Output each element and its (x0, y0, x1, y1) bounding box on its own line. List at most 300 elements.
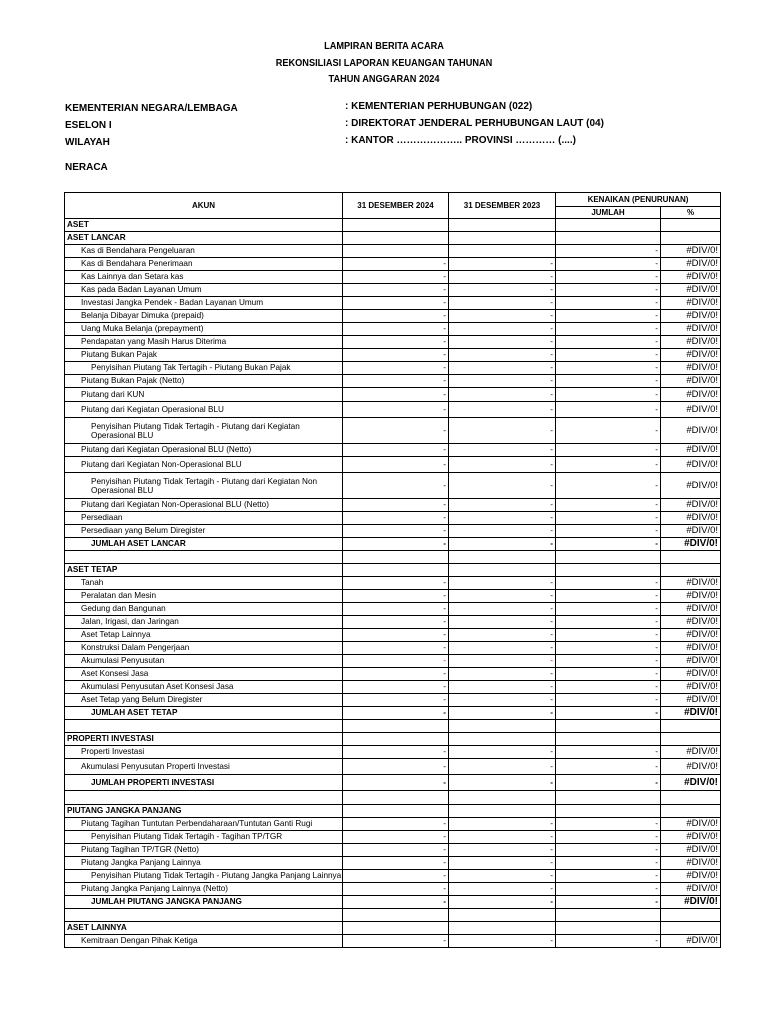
table-row (65, 525, 721, 538)
value-2024-cell: - (343, 323, 449, 336)
table-row (65, 245, 721, 258)
change-percent-cell: #DIV/0! (661, 375, 721, 388)
change-percent-cell: #DIV/0! (661, 857, 721, 870)
change-amount-cell: - (556, 512, 661, 525)
account-name-cell: ASET (65, 219, 343, 232)
table-row (65, 418, 721, 444)
table-row (65, 457, 721, 473)
value-2024-cell: - (343, 284, 449, 297)
value-2024-cell: - (343, 681, 449, 694)
change-percent-cell (661, 720, 721, 733)
section-row (65, 219, 721, 232)
value-2024-cell: - (343, 935, 449, 948)
value-2023-cell (449, 733, 556, 746)
change-percent-cell: #DIV/0! (661, 362, 721, 375)
total-row (65, 775, 721, 791)
value-2024-cell: - (343, 694, 449, 707)
table-row (65, 681, 721, 694)
account-name-cell: Jalan, Irigasi, dan Jaringan (65, 616, 343, 629)
account-name-cell: Gedung dan Bangunan (65, 603, 343, 616)
change-percent-cell: #DIV/0! (661, 629, 721, 642)
account-name-cell: JUMLAH ASET TETAP (65, 707, 343, 720)
change-percent-cell: #DIV/0! (661, 258, 721, 271)
value-2024-cell (343, 791, 449, 805)
value-2023-cell: - (449, 896, 556, 909)
table-row (65, 935, 721, 948)
change-percent-cell: #DIV/0! (661, 883, 721, 896)
table-row (65, 746, 721, 759)
account-name-cell: Akumulasi Penyusutan (65, 655, 343, 668)
value-2024-cell: - (343, 525, 449, 538)
value-2024-cell (343, 733, 449, 746)
value-2024-cell: - (343, 444, 449, 457)
change-amount-cell (556, 720, 661, 733)
account-name-cell: Piutang dari Kegiatan Non-Operasional BLU (Netto) (65, 499, 343, 512)
account-name-cell: Kas di Bendahara Penerimaan (65, 258, 343, 271)
statement-title: NERACA (65, 162, 108, 173)
value-2023-cell: - (449, 655, 556, 668)
table-row (65, 668, 721, 681)
value-2023-cell: - (449, 590, 556, 603)
account-name-cell: Akumulasi Penyusutan Properti Investasi (65, 759, 343, 775)
table-row (65, 297, 721, 310)
value-2024-cell: - (343, 642, 449, 655)
change-amount-cell (556, 922, 661, 935)
table-row (65, 271, 721, 284)
value-2024-cell: - (343, 603, 449, 616)
value-2023-cell: - (449, 831, 556, 844)
meta-value-wilayah: : KANTOR ……………….. PROVINSI ………… (....) (345, 135, 576, 146)
account-name-cell: Aset Tetap yang Belum Diregister (65, 694, 343, 707)
table-row (65, 375, 721, 388)
table-row (65, 310, 721, 323)
total-row (65, 707, 721, 720)
change-amount-cell: - (556, 844, 661, 857)
value-2023-cell: - (449, 310, 556, 323)
value-2023-cell: - (449, 418, 556, 444)
value-2024-cell: - (343, 512, 449, 525)
table-row (65, 473, 721, 499)
table-row (65, 870, 721, 883)
change-percent-cell: #DIV/0! (661, 655, 721, 668)
value-2023-cell: - (449, 759, 556, 775)
section-row (65, 232, 721, 245)
change-amount-cell: - (556, 759, 661, 775)
value-2024-cell: - (343, 857, 449, 870)
table-row (65, 388, 721, 402)
value-2024-cell: - (343, 336, 449, 349)
table-row (65, 336, 721, 349)
change-amount-cell: - (556, 297, 661, 310)
change-percent-cell (661, 551, 721, 564)
value-2024-cell: - (343, 362, 449, 375)
table-row (65, 655, 721, 668)
change-percent-cell (661, 564, 721, 577)
doc-title-line2: REKONSILIASI LAPORAN KEUANGAN TAHUNAN (275, 58, 493, 69)
account-name-cell: Investasi Jangka Pendek - Badan Layanan Umum (65, 297, 343, 310)
value-2023-cell: - (449, 694, 556, 707)
account-name-cell: Akumulasi Penyusutan Aset Konsesi Jasa (65, 681, 343, 694)
change-amount-cell: - (556, 457, 661, 473)
value-2024-cell: - (343, 668, 449, 681)
change-amount-cell (556, 791, 661, 805)
change-amount-cell: - (556, 681, 661, 694)
account-name-cell: Uang Muka Belanja (prepayment) (65, 323, 343, 336)
change-amount-cell: - (556, 245, 661, 258)
blank-row (65, 551, 721, 564)
value-2023-cell (449, 805, 556, 818)
doc-title-line3: TAHUN ANGGARAN 2024 (328, 74, 440, 85)
total-row (65, 896, 721, 909)
value-2023-cell: - (449, 402, 556, 418)
change-amount-cell (556, 805, 661, 818)
change-amount-cell: - (556, 857, 661, 870)
blank-row (65, 720, 721, 733)
table-row (65, 323, 721, 336)
change-amount-cell: - (556, 629, 661, 642)
value-2024-cell (343, 805, 449, 818)
table-row (65, 616, 721, 629)
change-percent-cell: #DIV/0! (661, 402, 721, 418)
value-2024-cell: - (343, 271, 449, 284)
change-amount-cell: - (556, 590, 661, 603)
value-2023-cell: - (449, 668, 556, 681)
change-amount-cell: - (556, 818, 661, 831)
value-2024-cell: - (343, 388, 449, 402)
value-2023-cell (449, 232, 556, 245)
account-name-cell: JUMLAH ASET LANCAR (65, 538, 343, 551)
change-percent-cell: #DIV/0! (661, 694, 721, 707)
change-percent-cell: #DIV/0! (661, 668, 721, 681)
value-2023-cell: - (449, 603, 556, 616)
change-amount-cell: - (556, 418, 661, 444)
change-percent-cell: #DIV/0! (661, 538, 721, 551)
value-2024-cell (343, 551, 449, 564)
value-2023-cell: - (449, 388, 556, 402)
change-percent-cell: #DIV/0! (661, 775, 721, 791)
change-amount-cell: - (556, 375, 661, 388)
table-row (65, 629, 721, 642)
value-2024-cell: - (343, 707, 449, 720)
col-header-2024: 31 DESEMBER 2024 (343, 193, 449, 219)
change-percent-cell (661, 922, 721, 935)
value-2023-cell (449, 720, 556, 733)
section-row (65, 805, 721, 818)
col-header-2023: 31 DESEMBER 2023 (449, 193, 556, 219)
change-amount-cell: - (556, 668, 661, 681)
change-amount-cell (556, 232, 661, 245)
value-2024-cell: - (343, 629, 449, 642)
account-name-cell: Aset Konsesi Jasa (65, 668, 343, 681)
value-2024-cell: - (343, 577, 449, 590)
change-percent-cell: #DIV/0! (661, 759, 721, 775)
change-percent-cell: #DIV/0! (661, 746, 721, 759)
total-row (65, 538, 721, 551)
change-percent-cell: #DIV/0! (661, 896, 721, 909)
value-2023-cell (449, 219, 556, 232)
change-percent-cell: #DIV/0! (661, 297, 721, 310)
account-name-cell: Konstruksi Dalam Pengerjaan (65, 642, 343, 655)
table-row (65, 831, 721, 844)
value-2023-cell (449, 909, 556, 922)
change-amount-cell: - (556, 323, 661, 336)
table-row (65, 818, 721, 831)
change-percent-cell: #DIV/0! (661, 681, 721, 694)
account-name-cell: ASET LANCAR (65, 232, 343, 245)
value-2024-cell: - (343, 818, 449, 831)
value-2023-cell: - (449, 349, 556, 362)
change-percent-cell: #DIV/0! (661, 525, 721, 538)
value-2023-cell: - (449, 473, 556, 499)
change-amount-cell: - (556, 603, 661, 616)
value-2023-cell: - (449, 577, 556, 590)
value-2024-cell: - (343, 883, 449, 896)
change-amount-cell (556, 219, 661, 232)
value-2024-cell: - (343, 590, 449, 603)
value-2023-cell: - (449, 499, 556, 512)
account-name-cell: Piutang Jangka Panjang Lainnya (Netto) (65, 883, 343, 896)
change-percent-cell: #DIV/0! (661, 444, 721, 457)
change-amount-cell: - (556, 694, 661, 707)
account-name-cell: Tanah (65, 577, 343, 590)
blank-row (65, 791, 721, 805)
change-percent-cell: #DIV/0! (661, 457, 721, 473)
value-2023-cell: - (449, 512, 556, 525)
table-row (65, 284, 721, 297)
col-header-jumlah: JUMLAH (556, 207, 661, 219)
value-2023-cell: - (449, 681, 556, 694)
change-amount-cell: - (556, 642, 661, 655)
value-2023-cell: - (449, 375, 556, 388)
change-amount-cell: - (556, 310, 661, 323)
change-percent-cell (661, 909, 721, 922)
change-amount-cell: - (556, 883, 661, 896)
table-row (65, 590, 721, 603)
change-percent-cell (661, 219, 721, 232)
change-percent-cell: #DIV/0! (661, 590, 721, 603)
change-percent-cell (661, 805, 721, 818)
change-amount-cell: - (556, 284, 661, 297)
section-row (65, 564, 721, 577)
value-2024-cell: - (343, 499, 449, 512)
change-amount-cell: - (556, 473, 661, 499)
value-2023-cell: - (449, 883, 556, 896)
table-row (65, 883, 721, 896)
change-percent-cell: #DIV/0! (661, 831, 721, 844)
change-amount-cell (556, 551, 661, 564)
change-percent-cell: #DIV/0! (661, 603, 721, 616)
change-amount-cell: - (556, 896, 661, 909)
value-2024-cell (343, 232, 449, 245)
account-name-cell: JUMLAH PIUTANG JANGKA PANJANG (65, 896, 343, 909)
account-name-cell: Persediaan (65, 512, 343, 525)
value-2023-cell: - (449, 844, 556, 857)
value-2024-cell: - (343, 297, 449, 310)
change-amount-cell: - (556, 655, 661, 668)
value-2024-cell: - (343, 616, 449, 629)
change-amount-cell: - (556, 336, 661, 349)
change-amount-cell: - (556, 258, 661, 271)
account-name-cell (65, 909, 343, 922)
value-2023-cell: - (449, 629, 556, 642)
value-2024-cell: - (343, 538, 449, 551)
value-2023-cell: - (449, 336, 556, 349)
account-name-cell: PIUTANG JANGKA PANJANG (65, 805, 343, 818)
table-row (65, 402, 721, 418)
table-row (65, 362, 721, 375)
account-name-cell: Piutang Tagihan TP/TGR (Netto) (65, 844, 343, 857)
change-percent-cell (661, 733, 721, 746)
value-2024-cell: - (343, 870, 449, 883)
change-percent-cell: #DIV/0! (661, 271, 721, 284)
value-2023-cell: - (449, 775, 556, 791)
account-name-cell: Piutang Bukan Pajak (65, 349, 343, 362)
change-amount-cell: - (556, 402, 661, 418)
value-2024-cell: - (343, 775, 449, 791)
value-2024-cell (343, 564, 449, 577)
blank-row (65, 909, 721, 922)
value-2023-cell: - (449, 707, 556, 720)
account-name-cell: Persediaan yang Belum Diregister (65, 525, 343, 538)
value-2024-cell: - (343, 402, 449, 418)
value-2024-cell: - (343, 759, 449, 775)
account-name-cell: Piutang dari Kegiatan Operasional BLU (Netto) (65, 444, 343, 457)
account-name-cell: Penyisihan Piutang Tidak Tertagih - Piutang Jangka Panjang Lainnya (65, 870, 343, 883)
account-name-cell: Kas Lainnya dan Setara kas (65, 271, 343, 284)
value-2024-cell: - (343, 844, 449, 857)
value-2024-cell: - (343, 746, 449, 759)
account-name-cell: ASET TETAP (65, 564, 343, 577)
table-row (65, 857, 721, 870)
table-row (65, 349, 721, 362)
col-header-pct: % (661, 207, 721, 219)
account-name-cell: Piutang Tagihan Tuntutan Perbendaharaan/Tuntutan Ganti Rugi (65, 818, 343, 831)
value-2023-cell: - (449, 444, 556, 457)
value-2024-cell: - (343, 375, 449, 388)
section-row (65, 922, 721, 935)
col-header-akun: AKUN (65, 193, 343, 219)
table-row (65, 603, 721, 616)
value-2024-cell: - (343, 258, 449, 271)
change-amount-cell: - (556, 525, 661, 538)
change-percent-cell: #DIV/0! (661, 284, 721, 297)
change-amount-cell: - (556, 935, 661, 948)
account-name-cell: Penyisihan Piutang Tidak Tertagih - Tagihan TP/TGR (65, 831, 343, 844)
account-name-cell: Piutang dari Kegiatan Operasional BLU (65, 402, 343, 418)
account-name-cell: Pendapatan yang Masih Harus Diterima (65, 336, 343, 349)
meta-value-eselon: : DIREKTORAT JENDERAL PERHUBUNGAN LAUT (04) (345, 118, 604, 129)
neraca-table (64, 192, 721, 948)
change-amount-cell (556, 733, 661, 746)
value-2024-cell: - (343, 349, 449, 362)
change-amount-cell: - (556, 388, 661, 402)
value-2024-cell (343, 909, 449, 922)
value-2023-cell: - (449, 362, 556, 375)
change-percent-cell: #DIV/0! (661, 336, 721, 349)
change-amount-cell (556, 564, 661, 577)
value-2023-cell: - (449, 616, 556, 629)
value-2023-cell: - (449, 258, 556, 271)
value-2023-cell: - (449, 525, 556, 538)
change-percent-cell (661, 791, 721, 805)
value-2023-cell: - (449, 457, 556, 473)
change-amount-cell: - (556, 707, 661, 720)
value-2024-cell (343, 720, 449, 733)
change-percent-cell: #DIV/0! (661, 310, 721, 323)
change-amount-cell: - (556, 831, 661, 844)
change-percent-cell: #DIV/0! (661, 616, 721, 629)
col-header-change: KENAIKAN (PENURUNAN) (556, 193, 721, 207)
change-amount-cell: - (556, 616, 661, 629)
change-percent-cell: #DIV/0! (661, 512, 721, 525)
table-row (65, 258, 721, 271)
section-row (65, 733, 721, 746)
change-percent-cell (661, 232, 721, 245)
change-percent-cell: #DIV/0! (661, 323, 721, 336)
change-percent-cell: #DIV/0! (661, 818, 721, 831)
value-2023-cell: - (449, 323, 556, 336)
table-row (65, 844, 721, 857)
meta-label-kementerian: KEMENTERIAN NEGARA/LEMBAGA (65, 103, 238, 114)
account-name-cell: Peralatan dan Mesin (65, 590, 343, 603)
change-amount-cell: - (556, 499, 661, 512)
account-name-cell: JUMLAH PROPERTI INVESTASI (65, 775, 343, 791)
account-name-cell (65, 720, 343, 733)
account-name-cell: Kas pada Badan Layanan Umum (65, 284, 343, 297)
value-2024-cell (343, 245, 449, 258)
value-2023-cell: - (449, 538, 556, 551)
change-percent-cell: #DIV/0! (661, 473, 721, 499)
value-2024-cell (343, 922, 449, 935)
value-2023-cell: - (449, 857, 556, 870)
account-name-cell: Penyisihan Piutang Tidak Tertagih - Piutang dari Kegiatan Non Operasional BLU (65, 473, 343, 499)
table-row (65, 499, 721, 512)
change-amount-cell (556, 909, 661, 922)
value-2024-cell: - (343, 655, 449, 668)
value-2024-cell: - (343, 418, 449, 444)
value-2023-cell: - (449, 746, 556, 759)
value-2024-cell: - (343, 457, 449, 473)
change-amount-cell: - (556, 271, 661, 284)
value-2024-cell: - (343, 896, 449, 909)
change-amount-cell: - (556, 362, 661, 375)
change-amount-cell: - (556, 870, 661, 883)
meta-value-kementerian: : KEMENTERIAN PERHUBUNGAN (022) (345, 101, 533, 112)
account-name-cell: Piutang dari KUN (65, 388, 343, 402)
value-2023-cell: - (449, 642, 556, 655)
change-amount-cell: - (556, 746, 661, 759)
account-name-cell: Kemitraan Dengan Pihak Ketiga (65, 935, 343, 948)
value-2023-cell: - (449, 297, 556, 310)
account-name-cell (65, 551, 343, 564)
change-amount-cell: - (556, 775, 661, 791)
change-percent-cell: #DIV/0! (661, 388, 721, 402)
change-percent-cell: #DIV/0! (661, 349, 721, 362)
value-2023-cell: - (449, 870, 556, 883)
change-percent-cell: #DIV/0! (661, 245, 721, 258)
value-2023-cell (449, 245, 556, 258)
account-name-cell: PROPERTI INVESTASI (65, 733, 343, 746)
change-percent-cell: #DIV/0! (661, 844, 721, 857)
value-2024-cell: - (343, 310, 449, 323)
change-percent-cell: #DIV/0! (661, 418, 721, 444)
account-name-cell: Properti Investasi (65, 746, 343, 759)
account-name-cell: Aset Tetap Lainnya (65, 629, 343, 642)
change-percent-cell: #DIV/0! (661, 499, 721, 512)
meta-label-eselon: ESELON I (65, 120, 112, 131)
table-row (65, 759, 721, 775)
table-row (65, 512, 721, 525)
